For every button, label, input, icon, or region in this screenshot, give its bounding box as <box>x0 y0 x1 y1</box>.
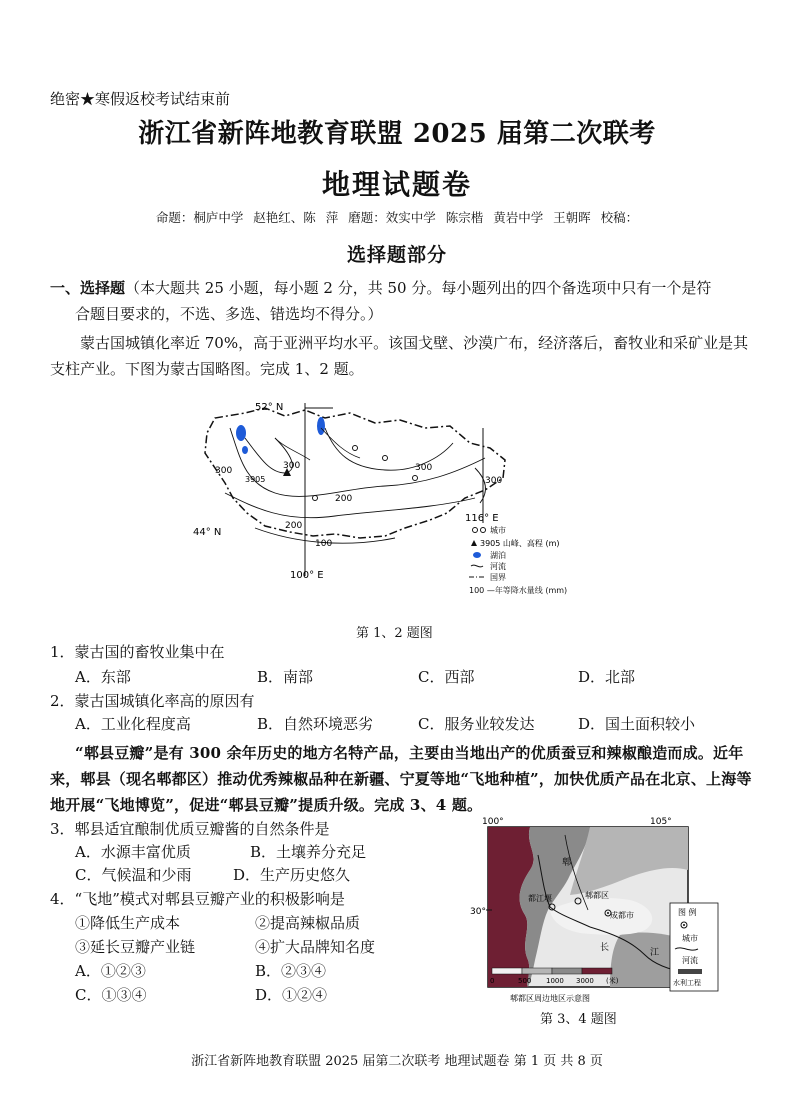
mongolia-intro: 蒙古国城镇化率近 70%，高于亚洲平均水平。该国戈壁、沙漠广布，经济落后，畜牧业和采矿业是其支柱产业。下图为蒙古国略图。完成 1、2 题。 <box>50 334 749 378</box>
lon-left-label: 100° E <box>290 570 324 581</box>
q3-option-d[interactable]: D．生产历史悠久 <box>233 866 351 884</box>
map2-lon-left: 100° <box>482 817 504 827</box>
svg-text:3000: 3000 <box>576 977 594 985</box>
isohyet-300a: 300 <box>215 466 233 476</box>
q4-item-4: ④扩大品牌知名度 <box>255 938 376 956</box>
label-chengdu: 成都市 <box>610 911 634 920</box>
mongolia-border <box>205 408 505 538</box>
part-heading: 一、选择题 <box>50 279 126 297</box>
q1-option-d[interactable]: D．北部 <box>578 668 636 686</box>
map2-lat: 30° <box>470 907 486 917</box>
question-2-stem: 2．蒙古国城镇化率高的原因有 <box>50 692 255 710</box>
isohyet-300d: 300 <box>485 476 503 486</box>
q4-option-c[interactable]: C．①③④ <box>75 986 147 1004</box>
map2-inner-title: 郫都区周边地区示意图 <box>510 994 590 1003</box>
pixian-intro: “郫县豆瓣”是有 300 余年历史的地方名特产品，主要由当地出产的优质蚕豆和辣椒酿造而成。近年来，郫县（现名郫都区）推动优秀辣椒品种在新疆、宁夏等地“飞地种植”，加快优质产品在北京、上海等地开展“飞地博览”，促进“郫县豆瓣”提质升级。完成 3、4 题。 <box>50 744 752 814</box>
q3-option-c[interactable]: C．气候温和少雨 <box>75 866 192 884</box>
svg-text:1000: 1000 <box>546 977 564 985</box>
lake-2 <box>242 446 248 454</box>
q4-option-a[interactable]: A．①②③ <box>75 962 146 980</box>
label-jiang: 江 <box>650 948 660 958</box>
map1-legend-isohyet: 100 —年等降水量线 (mm) <box>469 586 568 595</box>
legend2-city: 城市 <box>682 934 698 943</box>
q1-option-a[interactable]: A．东部 <box>75 668 131 686</box>
svg-text:(米): (米) <box>606 977 619 985</box>
label-dujiangyan: 都江堰 <box>528 894 552 903</box>
q3-option-b[interactable]: B．土壤养分充足 <box>250 843 367 861</box>
pidu-map <box>470 815 720 1007</box>
part-instructions <box>50 275 750 327</box>
legend2-project: 水利工程 <box>673 979 701 987</box>
lake-1 <box>236 425 246 441</box>
exam-subtitle: 地理试题卷 <box>321 168 472 201</box>
q1-option-b[interactable]: B．南部 <box>257 668 314 686</box>
map1-legend <box>469 525 559 582</box>
q2-option-b[interactable]: B．自然环境恶劣 <box>257 715 374 733</box>
map1-caption: 第 1、2 题图 <box>356 626 433 641</box>
exam-credits: 命题：桐庐中学 赵艳红、陈 萍 磨题：效实中学 陈宗楷 黄岩中学 王朝晖 校稿： <box>155 210 639 225</box>
mongolia-map <box>185 398 625 583</box>
lat-bottom-label: 44° N <box>193 527 222 538</box>
legend-lake: 湖泊 <box>490 551 506 560</box>
legend2-river: 河流 <box>682 956 698 965</box>
svg-text:0: 0 <box>490 977 495 985</box>
legend-peak: 3905 山峰、高程 (m) <box>480 539 560 548</box>
map2-lon-right: 105° <box>650 817 672 827</box>
exam-title: 浙江省新阵地教育联盟 2025 届第二次联考 <box>138 119 656 149</box>
q3-option-a[interactable]: A．水源丰富优质 <box>75 843 191 861</box>
section-title: 选择题部分 <box>346 244 447 266</box>
lat-top-label: 52° N <box>255 402 284 413</box>
peak-elevation: 3905 <box>245 475 266 484</box>
question-3-stem: 3．郫县适宜酿制优质豆瓣酱的自然条件是 <box>50 820 330 838</box>
q4-option-b[interactable]: B．②③④ <box>255 962 327 980</box>
q1-option-c[interactable]: C．西部 <box>418 668 475 686</box>
q4-item-1: ①降低生产成本 <box>75 914 181 932</box>
isohyet-200a: 200 <box>335 494 353 504</box>
legend-border: 国界 <box>490 573 506 582</box>
q4-option-d[interactable]: D．①②④ <box>255 986 328 1004</box>
q4-item-3: ③延长豆瓣产业链 <box>75 938 196 956</box>
label-pi: 郫 <box>562 858 572 868</box>
confidential-label: 绝密★寒假返校考试结束前 <box>50 90 231 108</box>
isohyet-100: 100 <box>315 539 333 549</box>
q2-option-a[interactable]: A．工业化程度高 <box>75 715 191 733</box>
q2-option-d[interactable]: D．国土面积较小 <box>578 715 696 733</box>
isohyet-300c: 300 <box>415 463 433 473</box>
page-footer: 浙江省新阵地教育联盟 2025 届第二次联考 地理试题卷 第 1 页 共 8 页 <box>191 1054 603 1069</box>
label-pidu: 郫都区 <box>585 891 609 900</box>
map2-legend <box>670 903 718 991</box>
lon-right-label: 116° E <box>465 513 499 524</box>
question-1-stem: 1．蒙古国的畜牧业集中在 <box>50 643 225 661</box>
legend-city: 城市 <box>490 526 506 535</box>
isohyet-300b: 300 <box>283 461 301 471</box>
isohyet-200b: 200 <box>285 521 303 531</box>
q2-option-c[interactable]: C．服务业较发达 <box>418 715 535 733</box>
label-chang: 长 <box>600 943 610 953</box>
svg-text:500: 500 <box>518 977 532 985</box>
part-text-b: 合题目要求的，不选、多选、错选均不得分。） <box>75 305 383 323</box>
q4-item-2: ②提高辣椒品质 <box>255 914 361 932</box>
question-4-stem: 4．“飞地”模式对郫县豆瓣产业的积极影响是 <box>50 890 345 908</box>
lake-3 <box>317 417 325 435</box>
legend2-title: 图 例 <box>678 908 697 917</box>
part-text-a: （本大题共 25 小题，每小题 2 分，共 50 分。每小题列出的四个备选项中只有一个是符 <box>125 279 712 297</box>
map2-caption: 第 3、4 题图 <box>540 1012 617 1027</box>
legend-river: 河流 <box>490 562 506 571</box>
